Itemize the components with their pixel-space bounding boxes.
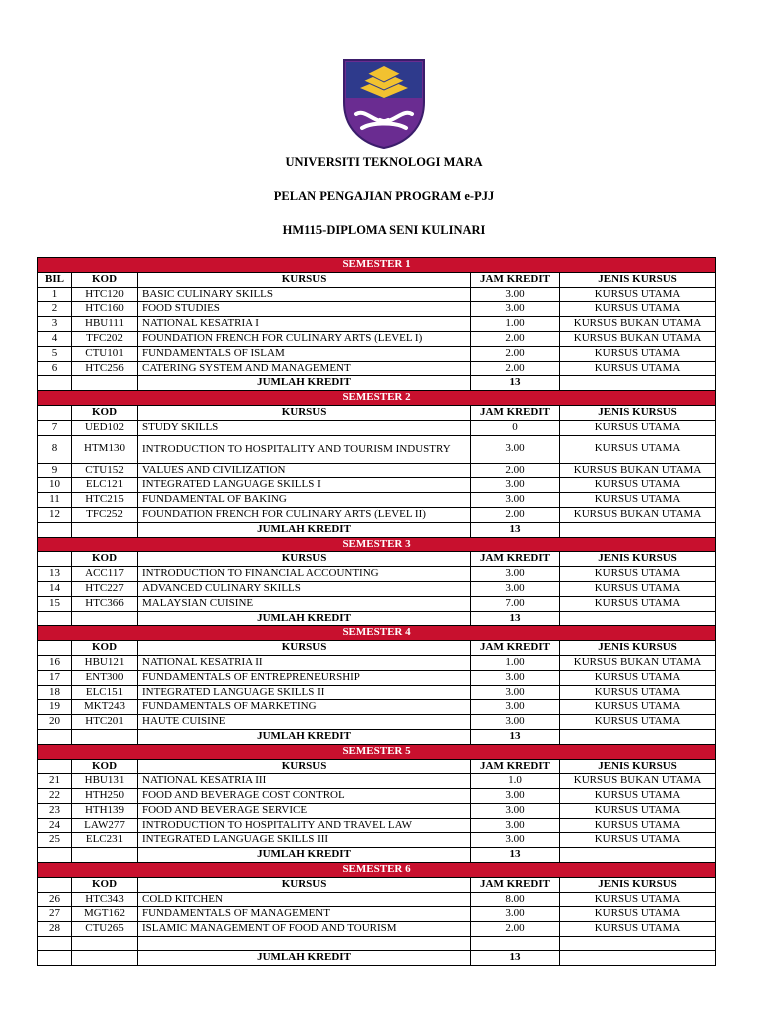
col-jenis-kursus-header: JENIS KURSUS [560, 405, 716, 420]
blank-cell [38, 937, 72, 951]
empty-cell [38, 376, 72, 391]
col-kursus-header: KURSUS [138, 877, 471, 892]
column-header-row [38, 877, 716, 892]
course-name: ADVANCED CULINARY SKILLS [138, 581, 471, 596]
col-bil-header [38, 641, 72, 656]
course-type: KURSUS UTAMA [560, 803, 716, 818]
course-name: INTRODUCTION TO HOSPITALITY AND TRAVEL LAW [138, 818, 471, 833]
course-number: 4 [38, 331, 72, 346]
table-row [38, 907, 716, 922]
course-code: HTC343 [72, 892, 138, 907]
total-label: JUMLAH KREDIT [138, 729, 471, 744]
course-number: 17 [38, 670, 72, 685]
course-credit: 3.00 [471, 435, 560, 463]
col-bil-header [38, 405, 72, 420]
total-label: JUMLAH KREDIT [138, 376, 471, 391]
col-kod-header: KOD [72, 759, 138, 774]
course-number: 10 [38, 478, 72, 493]
empty-cell [72, 951, 138, 966]
course-number: 9 [38, 463, 72, 478]
course-number: 7 [38, 420, 72, 435]
course-code: MKT243 [72, 700, 138, 715]
table-row [38, 463, 716, 478]
course-name: BASIC CULINARY SKILLS [138, 287, 471, 302]
course-name: FOUNDATION FRENCH FOR CULINARY ARTS (LEVEL II) [138, 507, 471, 522]
course-number: 18 [38, 685, 72, 700]
empty-cell [38, 611, 72, 626]
course-credit: 2.00 [471, 331, 560, 346]
course-type: KURSUS BUKAN UTAMA [560, 507, 716, 522]
course-number: 1 [38, 287, 72, 302]
course-number: 20 [38, 715, 72, 730]
column-header-row [38, 759, 716, 774]
table-row [38, 774, 716, 789]
empty-cell [38, 951, 72, 966]
course-credit: 2.00 [471, 346, 560, 361]
course-type: KURSUS UTAMA [560, 685, 716, 700]
col-kursus-header: KURSUS [138, 272, 471, 287]
semester-title: SEMESTER 5 [38, 744, 716, 759]
course-name: FOOD AND BEVERAGE SERVICE [138, 803, 471, 818]
university-logo [342, 58, 426, 150]
course-code: TFC202 [72, 331, 138, 346]
course-type: KURSUS BUKAN UTAMA [560, 331, 716, 346]
course-type: KURSUS UTAMA [560, 700, 716, 715]
course-code: ELC231 [72, 833, 138, 848]
course-name: STUDY SKILLS [138, 420, 471, 435]
table-row [38, 818, 716, 833]
course-code: CTU152 [72, 463, 138, 478]
course-number: 6 [38, 361, 72, 376]
course-type: KURSUS UTAMA [560, 833, 716, 848]
table-row [38, 420, 716, 435]
course-credit: 7.00 [471, 596, 560, 611]
course-name: CATERING SYSTEM AND MANAGEMENT [138, 361, 471, 376]
semester-title: SEMESTER 3 [38, 537, 716, 552]
semester-header-row [38, 744, 716, 759]
course-credit: 1.00 [471, 655, 560, 670]
col-jam-kredit-header: JAM KREDIT [471, 552, 560, 567]
course-number: 26 [38, 892, 72, 907]
total-credit: 13 [471, 951, 560, 966]
table-row [38, 655, 716, 670]
course-name: NATIONAL KESATRIA II [138, 655, 471, 670]
course-credit: 3.00 [471, 493, 560, 508]
course-credit: 8.00 [471, 892, 560, 907]
course-number: 11 [38, 493, 72, 508]
course-name: INTRODUCTION TO FINANCIAL ACCOUNTING [138, 567, 471, 582]
course-name: VALUES AND CIVILIZATION [138, 463, 471, 478]
col-jenis-kursus-header: JENIS KURSUS [560, 759, 716, 774]
course-code: HTC227 [72, 581, 138, 596]
course-name: NATIONAL KESATRIA III [138, 774, 471, 789]
column-header-row [38, 641, 716, 656]
course-credit: 3.00 [471, 818, 560, 833]
course-name: INTEGRATED LANGUAGE SKILLS I [138, 478, 471, 493]
table-row [38, 892, 716, 907]
blank-row [38, 937, 716, 951]
course-number: 16 [38, 655, 72, 670]
col-jenis-kursus-header: JENIS KURSUS [560, 552, 716, 567]
course-number: 8 [38, 435, 72, 463]
total-label: JUMLAH KREDIT [138, 848, 471, 863]
course-number: 25 [38, 833, 72, 848]
empty-cell [72, 522, 138, 537]
column-header-row [38, 405, 716, 420]
course-name: INTEGRATED LANGUAGE SKILLS III [138, 833, 471, 848]
table-row [38, 833, 716, 848]
course-code: HTC120 [72, 287, 138, 302]
course-code: ACC117 [72, 567, 138, 582]
table-row [38, 346, 716, 361]
course-type: KURSUS UTAMA [560, 420, 716, 435]
course-type: KURSUS BUKAN UTAMA [560, 655, 716, 670]
course-credit: 3.00 [471, 803, 560, 818]
table-row [38, 493, 716, 508]
empty-cell [560, 729, 716, 744]
course-type: KURSUS UTAMA [560, 287, 716, 302]
col-kod-header: KOD [72, 405, 138, 420]
table-row [38, 507, 716, 522]
table-row [38, 302, 716, 317]
course-name: NATIONAL KESATRIA I [138, 317, 471, 332]
course-number: 5 [38, 346, 72, 361]
course-code: TFC252 [72, 507, 138, 522]
table-row [38, 478, 716, 493]
col-jenis-kursus-header: JENIS KURSUS [560, 641, 716, 656]
table-row [38, 361, 716, 376]
course-code: HTM130 [72, 435, 138, 463]
col-kod-header: KOD [72, 877, 138, 892]
course-name: FOOD AND BEVERAGE COST CONTROL [138, 789, 471, 804]
total-credit: 13 [471, 522, 560, 537]
col-kod-header: KOD [72, 272, 138, 287]
semester-header-row [38, 537, 716, 552]
course-code: HTH139 [72, 803, 138, 818]
table-row [38, 715, 716, 730]
course-type: KURSUS UTAMA [560, 567, 716, 582]
course-code: LAW277 [72, 818, 138, 833]
course-type: KURSUS UTAMA [560, 818, 716, 833]
col-bil-header [38, 877, 72, 892]
course-code: HTC160 [72, 302, 138, 317]
course-number: 24 [38, 818, 72, 833]
course-credit: 3.00 [471, 302, 560, 317]
empty-cell [560, 611, 716, 626]
total-row [38, 729, 716, 744]
course-number: 14 [38, 581, 72, 596]
course-credit: 1.0 [471, 774, 560, 789]
course-name: MALAYSIAN CUISINE [138, 596, 471, 611]
course-name: FUNDAMENTALS OF MARKETING [138, 700, 471, 715]
course-code: HBU131 [72, 774, 138, 789]
university-name: UNIVERSITI TEKNOLOGI MARA [285, 155, 483, 169]
semester-title: SEMESTER 6 [38, 863, 716, 878]
total-credit: 13 [471, 729, 560, 744]
course-number: 12 [38, 507, 72, 522]
course-number: 28 [38, 922, 72, 937]
course-type: KURSUS UTAMA [560, 922, 716, 937]
program-title: HM115-DIPLOMA SENI KULINARI [282, 223, 486, 237]
course-code: ELC121 [72, 478, 138, 493]
course-credit: 3.00 [471, 287, 560, 302]
semester-title: SEMESTER 1 [38, 258, 716, 273]
empty-cell [560, 522, 716, 537]
table-row [38, 331, 716, 346]
course-name: INTRODUCTION TO HOSPITALITY AND TOURISM INDUSTRY [138, 435, 471, 463]
course-credit: 3.00 [471, 670, 560, 685]
course-credit: 3.00 [471, 478, 560, 493]
table-row [38, 670, 716, 685]
course-number: 23 [38, 803, 72, 818]
course-number: 15 [38, 596, 72, 611]
course-number: 13 [38, 567, 72, 582]
course-type: KURSUS UTAMA [560, 581, 716, 596]
course-credit: 3.00 [471, 789, 560, 804]
course-type: KURSUS UTAMA [560, 346, 716, 361]
total-credit: 13 [471, 611, 560, 626]
course-code: ELC151 [72, 685, 138, 700]
course-code: CTU265 [72, 922, 138, 937]
course-code: HBU111 [72, 317, 138, 332]
course-code: HTC215 [72, 493, 138, 508]
table-row [38, 287, 716, 302]
column-header-row [38, 552, 716, 567]
empty-cell [560, 376, 716, 391]
table-row [38, 700, 716, 715]
course-type: KURSUS UTAMA [560, 478, 716, 493]
empty-cell [72, 729, 138, 744]
col-jam-kredit-header: JAM KREDIT [471, 272, 560, 287]
col-bil-header [38, 552, 72, 567]
empty-cell [38, 848, 72, 863]
col-kursus-header: KURSUS [138, 641, 471, 656]
total-label: JUMLAH KREDIT [138, 951, 471, 966]
table-row [38, 567, 716, 582]
course-credit: 3.00 [471, 907, 560, 922]
semester-title: SEMESTER 2 [38, 391, 716, 406]
table-row [38, 596, 716, 611]
course-code: CTU101 [72, 346, 138, 361]
blank-cell [560, 937, 716, 951]
course-code: ENT300 [72, 670, 138, 685]
table-row [38, 317, 716, 332]
total-row [38, 522, 716, 537]
course-credit: 2.00 [471, 507, 560, 522]
course-name: FUNDAMENTALS OF ENTREPRENEURSHIP [138, 670, 471, 685]
course-type: KURSUS UTAMA [560, 907, 716, 922]
col-jenis-kursus-header: JENIS KURSUS [560, 272, 716, 287]
course-credit: 3.00 [471, 715, 560, 730]
total-credit: 13 [471, 376, 560, 391]
course-name: FUNDAMENTALS OF MANAGEMENT [138, 907, 471, 922]
col-jam-kredit-header: JAM KREDIT [471, 641, 560, 656]
course-credit: 0 [471, 420, 560, 435]
course-type: KURSUS UTAMA [560, 435, 716, 463]
col-jam-kredit-header: JAM KREDIT [471, 877, 560, 892]
table-row [38, 922, 716, 937]
course-name: COLD KITCHEN [138, 892, 471, 907]
semester-header-row [38, 391, 716, 406]
empty-cell [560, 848, 716, 863]
course-name: FUNDAMENTALS OF ISLAM [138, 346, 471, 361]
empty-cell [38, 522, 72, 537]
empty-cell [72, 376, 138, 391]
course-name: FOUNDATION FRENCH FOR CULINARY ARTS (LEVEL I) [138, 331, 471, 346]
empty-cell [560, 951, 716, 966]
col-jenis-kursus-header: JENIS KURSUS [560, 877, 716, 892]
course-credit: 3.00 [471, 833, 560, 848]
col-jam-kredit-header: JAM KREDIT [471, 759, 560, 774]
course-number: 2 [38, 302, 72, 317]
course-type: KURSUS UTAMA [560, 361, 716, 376]
course-type: KURSUS BUKAN UTAMA [560, 463, 716, 478]
table-row [38, 581, 716, 596]
course-type: KURSUS UTAMA [560, 789, 716, 804]
col-kursus-header: KURSUS [138, 552, 471, 567]
course-code: HBU121 [72, 655, 138, 670]
course-credit: 3.00 [471, 700, 560, 715]
total-row [38, 951, 716, 966]
course-type: KURSUS UTAMA [560, 892, 716, 907]
course-type: KURSUS UTAMA [560, 715, 716, 730]
table-row [38, 789, 716, 804]
col-kursus-header: KURSUS [138, 405, 471, 420]
total-row [38, 848, 716, 863]
blank-cell [471, 937, 560, 951]
total-label: JUMLAH KREDIT [138, 611, 471, 626]
course-type: KURSUS BUKAN UTAMA [560, 774, 716, 789]
total-row [38, 611, 716, 626]
course-credit: 3.00 [471, 685, 560, 700]
semester-header-row [38, 626, 716, 641]
study-plan-table [37, 257, 716, 966]
col-jam-kredit-header: JAM KREDIT [471, 405, 560, 420]
col-bil-header [38, 759, 72, 774]
course-name: HAUTE CUISINE [138, 715, 471, 730]
course-name: INTEGRATED LANGUAGE SKILLS II [138, 685, 471, 700]
semester-title: SEMESTER 4 [38, 626, 716, 641]
empty-cell [72, 611, 138, 626]
course-code: MGT162 [72, 907, 138, 922]
course-type: KURSUS UTAMA [560, 596, 716, 611]
course-credit: 2.00 [471, 463, 560, 478]
course-code: HTC366 [72, 596, 138, 611]
course-number: 3 [38, 317, 72, 332]
course-code: HTC256 [72, 361, 138, 376]
col-kod-header: KOD [72, 641, 138, 656]
semester-header-row [38, 863, 716, 878]
total-label: JUMLAH KREDIT [138, 522, 471, 537]
course-credit: 2.00 [471, 361, 560, 376]
col-kod-header: KOD [72, 552, 138, 567]
blank-cell [72, 937, 138, 951]
course-code: HTH250 [72, 789, 138, 804]
empty-cell [38, 729, 72, 744]
empty-cell [72, 848, 138, 863]
course-credit: 1.00 [471, 317, 560, 332]
course-number: 19 [38, 700, 72, 715]
table-row [38, 435, 716, 463]
course-name: FUNDAMENTAL OF BAKING [138, 493, 471, 508]
semester-header-row [38, 258, 716, 273]
course-type: KURSUS UTAMA [560, 670, 716, 685]
course-name: ISLAMIC MANAGEMENT OF FOOD AND TOURISM [138, 922, 471, 937]
col-bil-header: BIL [38, 272, 72, 287]
course-number: 22 [38, 789, 72, 804]
course-name: FOOD STUDIES [138, 302, 471, 317]
plan-title: PELAN PENGAJIAN PROGRAM e-PJJ [273, 189, 495, 203]
course-credit: 2.00 [471, 922, 560, 937]
course-type: KURSUS UTAMA [560, 493, 716, 508]
table-row [38, 685, 716, 700]
course-credit: 3.00 [471, 581, 560, 596]
total-row [38, 376, 716, 391]
course-type: KURSUS UTAMA [560, 302, 716, 317]
total-credit: 13 [471, 848, 560, 863]
course-code: UED102 [72, 420, 138, 435]
course-number: 27 [38, 907, 72, 922]
course-type: KURSUS BUKAN UTAMA [560, 317, 716, 332]
table-row [38, 803, 716, 818]
col-kursus-header: KURSUS [138, 759, 471, 774]
column-header-row [38, 272, 716, 287]
course-code: HTC201 [72, 715, 138, 730]
blank-cell [138, 937, 471, 951]
course-credit: 3.00 [471, 567, 560, 582]
course-number: 21 [38, 774, 72, 789]
